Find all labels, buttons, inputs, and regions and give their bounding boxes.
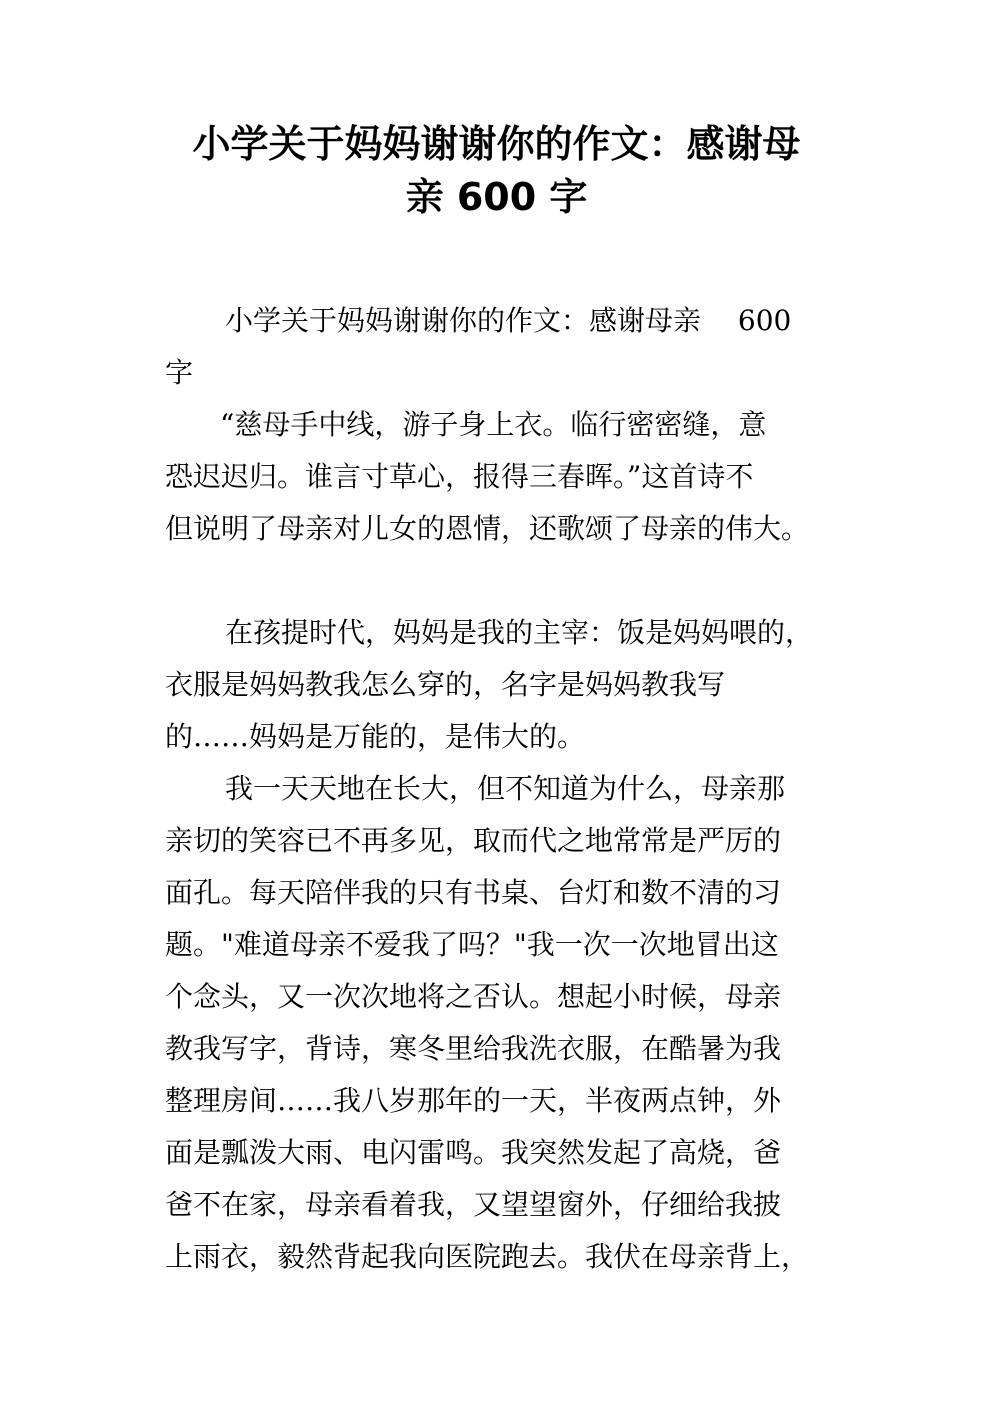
paragraph [165,763,837,1283]
paragraph-line: 爸不在家，母亲看着我，又望望窗外，仔细给我披 [165,1188,782,1221]
document-title [120,118,873,224]
paragraph-line: 衣服是妈妈教我怎么穿的，名字是妈妈教我写 [165,668,726,701]
paragraph-line: 上雨衣，毅然背起我向医院跑去。我伏在母亲背上， [165,1240,810,1273]
paragraph-line: 恐迟迟归。谁言寸草心，报得三春晖。”这首诗不 [165,460,754,493]
paragraph-line: 整理房间……我八岁那年的一天，半夜两点钟，外 [165,1084,782,1117]
paragraph-line: 题。"难道母亲不爱我了吗？"我一次一次地冒出这 [165,928,779,961]
paragraph [165,399,837,555]
paragraph-line: 的……妈妈是万能的，是伟大的。 [165,720,586,753]
paragraph-gap [165,581,837,607]
paragraph-line: 小学关于妈妈谢谢你的作文：感谢母亲 600 [225,304,792,337]
paragraph [165,295,837,399]
title-line-2: 亲 600 字 [405,175,588,219]
paragraph-line: 在孩提时代，妈妈是我的主宰：饭是妈妈喂的， [225,616,814,649]
paragraph-line: 教我写字，背诗，寒冬里给我洗衣服，在酷暑为我 [165,1032,782,1065]
paragraph-line: 字 [165,356,194,389]
paragraph-line: 面孔。每天陪伴我的只有书桌、台灯和数不清的习 [165,876,782,909]
paragraph-line: 亲切的笑容已不再多见，取而代之地常常是严厉的 [165,824,782,857]
document-body [165,295,837,1283]
paragraph-gap [165,555,837,581]
title-line-1: 小学关于妈妈谢谢你的作文：感谢母 [192,122,801,166]
paragraph-line: 但说明了母亲对儿女的恩情，还歌颂了母亲的伟大。 [165,512,810,545]
paragraph-line: 我一天天地在长大，但不知道为什么，母亲那 [225,772,786,805]
paragraph [165,607,837,763]
paragraph-line: “慈母手中线，游子身上衣。临行密密缝，意 [220,408,767,441]
paragraph-line: 面是瓢泼大雨、电闪雷鸣。我突然发起了高烧，爸 [165,1136,782,1169]
paragraph-line: 个念头，又一次次地将之否认。想起小时候，母亲 [165,980,782,1013]
